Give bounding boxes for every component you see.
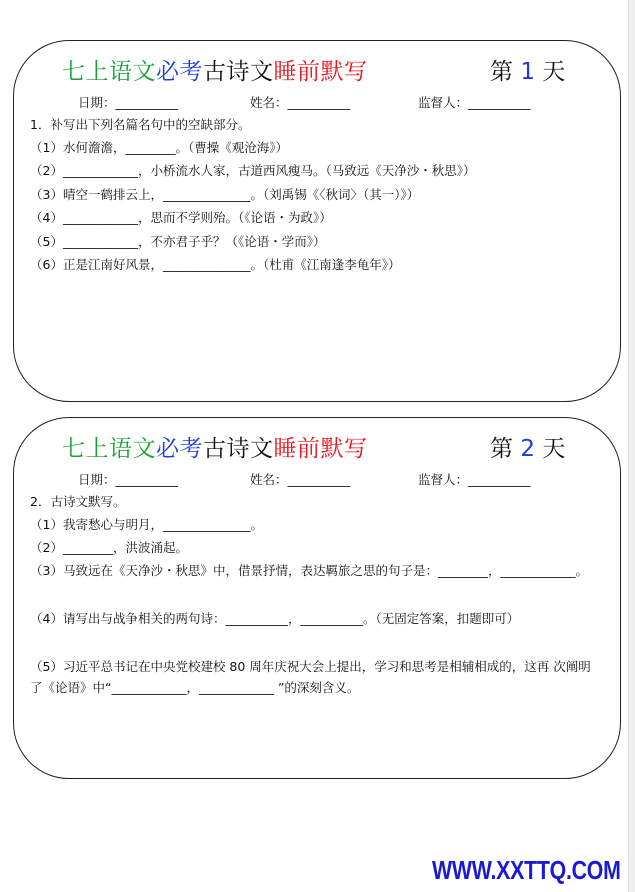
supervisor-field: 监督人：__________ [418,472,531,487]
question-line: （5）____________，不亦君子乎？（《论语・学而》） [30,234,326,249]
scrollbar-track[interactable] [628,0,635,892]
question-paragraph: （5）习近平总书记在中央党校建校 80 周年庆祝大会上提出，学习和思考是相辅相成的，这再 次阐明了《论语》中“____________，____________ ”的深刻含义。 [30,659,591,695]
supervisor-field: 监督人：__________ [418,95,531,110]
title-required: 必考 [156,436,203,462]
question-paragraph: （3）马致远在《天净沙・秋思》中，借景抒情，表达羁旅之思的句子是：________，____________。 [30,563,588,578]
question-line: （2）________，洪波涌起。 [30,540,188,555]
question-line: （1）水何澹澹，________。（曹操《观沧海》） [30,140,288,155]
website-watermark: WWW.XXTTQ.COM [432,855,621,885]
question-line: （3）晴空一鹤排云上，______________。（刘禹锡《〈秋词〉（其一）》） [30,187,420,202]
question-line: （1）我寄愁心与明月，______________。 [30,517,263,532]
card-title [62,430,368,463]
day-label: 第 1 天 [490,59,566,85]
card-title [62,53,368,86]
day-label: 第 2 天 [490,436,566,462]
date-field: 日期：__________ [78,472,179,487]
question-paragraph: （4）请写出与战争相关的两句诗：__________，__________。（无固定答案，扣题即可） [30,611,520,626]
title-grade: 七上语文 [62,436,156,462]
question-heading: 1．补写出下列名篇名句中的空缺部分。 [30,117,251,132]
question-line: （4）____________，思而不学则殆。（《论语・为政》） [30,210,332,225]
date-field: 日期：__________ [78,95,179,110]
question-line: （2）____________，小桥流水人家，古道西风瘦马。（马致远《天净沙・秋思》） [30,163,476,178]
title-poems: 古诗文 [203,59,274,85]
question-heading: 2．古诗文默写。 [30,494,126,509]
worksheet-card-day-1 [13,40,621,402]
title-bedtime: 睡前默写 [273,436,368,462]
title-bedtime: 睡前默写 [273,59,368,85]
title-poems: 古诗文 [203,436,274,462]
title-required: 必考 [156,59,203,85]
question-line: （6）正是江南好风景，______________。（杜甫《江南逢李龟年》） [30,257,401,272]
name-field: 姓名：__________ [250,95,351,110]
title-grade: 七上语文 [62,59,156,85]
worksheet-card-day-2 [13,417,621,779]
day-number: 1 [520,59,535,85]
day-number: 2 [520,436,535,462]
name-field: 姓名：__________ [250,472,351,487]
